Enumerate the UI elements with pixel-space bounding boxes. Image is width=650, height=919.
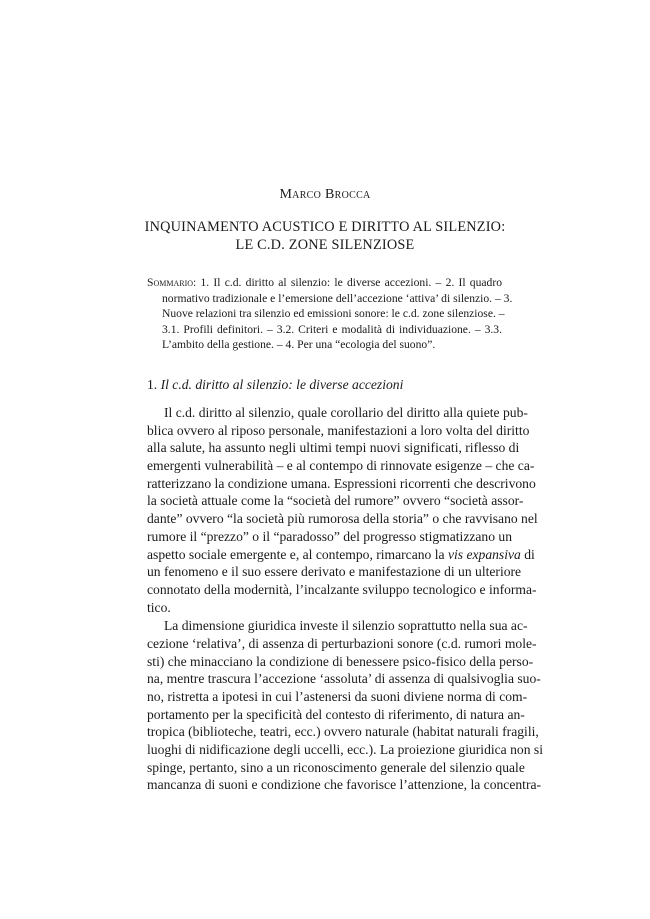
text-line: no, ristretta a ipotesi in cui l’astenersi da suoni diviene norma di com- bbox=[147, 689, 528, 704]
summary-line: normativo tradizionale e l’emersione dell’accezione ‘attiva’ di silenzio. – 3. bbox=[162, 291, 513, 305]
text-line: na, mentre trascura l’accezione ‘assoluta’ di assenza di qualsivoglia suo- bbox=[147, 671, 541, 687]
section-number: 1. bbox=[147, 377, 158, 392]
summary-block bbox=[147, 275, 513, 353]
text-line: blica ovvero al riposo personale, manifestazioni a loro volta del diritto bbox=[147, 422, 530, 438]
text-line: ratterizzano la condizione umana. Espressioni ricorrenti che descrivono bbox=[147, 475, 536, 491]
text-line: Il c.d. diritto al silenzio, quale corollario del diritto alla quiete pub- bbox=[164, 405, 528, 420]
paragraph bbox=[147, 404, 538, 616]
text-line: portamento per la specificità del contesto di riferimento, di natura an- bbox=[147, 706, 525, 722]
summary-line bbox=[147, 275, 502, 291]
italic-phrase: vis expansiva bbox=[447, 546, 521, 562]
section-title: Il c.d. diritto al silenzio: le diverse accezioni bbox=[160, 377, 404, 392]
summary-line: L’ambito della gestione. – 4. Per una “ecologia del suono”. bbox=[162, 338, 436, 352]
text-segment: di bbox=[520, 546, 535, 562]
text-line: connotato della modernità, l’incalzante sviluppo tecnologico e informa- bbox=[147, 581, 537, 597]
text-line: la società attuale come la “società del rumore” ovvero “società assor- bbox=[147, 493, 524, 509]
text-line: dante” ovvero “la società più rumorosa della storia” o che ravvisano nel bbox=[147, 511, 538, 527]
text-line: luoghi di nidificazione degli uccelli, ecc.). La proiezione giuridica non si bbox=[147, 742, 543, 758]
text-line: tropica (biblioteche, teatri, ecc.) ovvero naturale (habitat naturali fragili, bbox=[147, 724, 539, 740]
text-line: spinge, pertanto, sino a un riconoscimento generale del silenzio quale bbox=[147, 759, 525, 775]
text-line: emergenti vulnerabilità – e al contempo di rinnovate esigenze – che ca- bbox=[147, 458, 535, 474]
text-line: La dimensione giuridica investe il silenzio soprattutto nella sua ac- bbox=[164, 618, 528, 634]
body-text bbox=[147, 404, 543, 794]
text-line bbox=[147, 546, 535, 564]
summary-text: : 1. Il c.d. diritto al silenzio: le diverse accezioni. – 2. Il quadro bbox=[193, 276, 502, 289]
section-heading bbox=[147, 377, 502, 393]
text-line: un fenomeno e il suo essere derivato e manifestazione di un ulteriore bbox=[147, 564, 522, 580]
text-line: cezione ‘relativa’, di assenza di perturbazioni sonore (c.d. rumori mole- bbox=[147, 635, 537, 651]
text-line: alla salute, ha assunto negli ultimi tempi nuovi significati, riflesso di bbox=[147, 440, 520, 456]
summary-label: Sommario bbox=[147, 276, 194, 289]
paragraph bbox=[147, 617, 543, 794]
summary-line: 3.1. Profili definitori. – 3.2. Criteri e modalità di individuazione. – 3.3. bbox=[162, 322, 502, 336]
author-name: Marco Brocca bbox=[279, 187, 371, 202]
summary-line: Nuove relazioni tra silenzio ed emissioni sonore: le c.d. zone silenziose. – bbox=[162, 307, 505, 321]
text-line: sti) che minacciano la condizione di benessere psico-fisico della perso- bbox=[147, 653, 534, 669]
title-line: INQUINAMENTO ACUSTICO E DIRITTO AL SILENZIO: bbox=[144, 219, 506, 235]
article-title bbox=[0, 218, 650, 254]
text-line: mancanza di suoni e condizione che favorisce l’attenzione, la concentra- bbox=[147, 777, 542, 793]
text-line: tico. bbox=[147, 599, 171, 615]
title-line: LE C.D. ZONE SILENZIOSE bbox=[235, 237, 415, 253]
text-segment: aspetto sociale emergente e, al contempo, rimarcano la bbox=[147, 546, 448, 562]
text-line: rumore il “prezzo” o il “paradosso” del progresso stigmatizzano un bbox=[147, 528, 513, 544]
